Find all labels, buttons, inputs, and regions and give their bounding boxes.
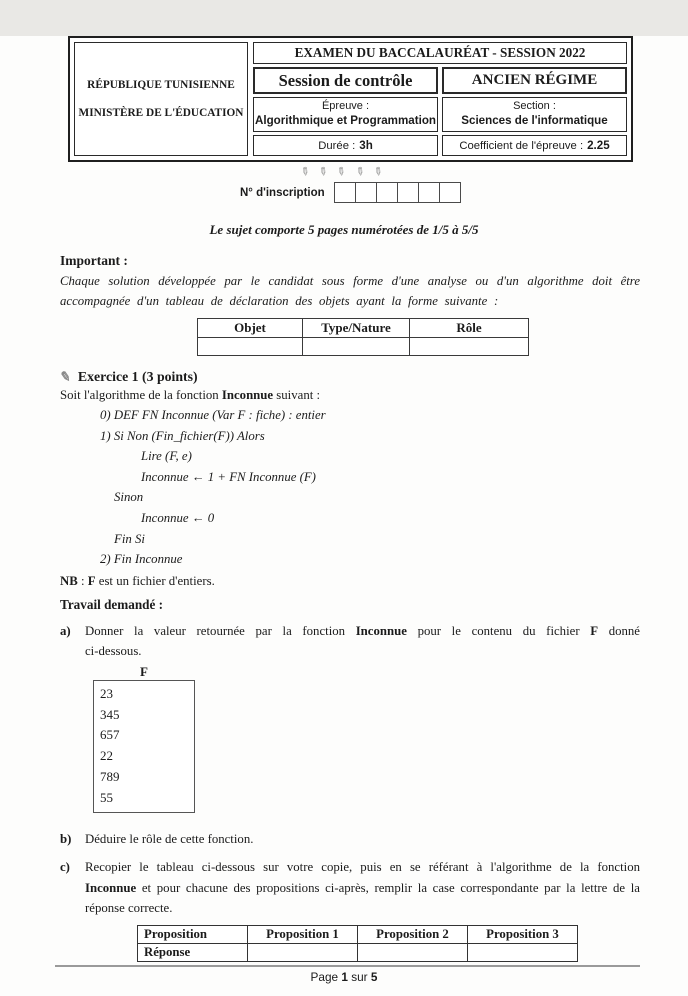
footer-total-pages: 5 (370, 969, 378, 984)
coeff-label: Coefficient de l'épreuve : (459, 139, 584, 152)
inscription-box (418, 182, 440, 203)
algorithm-line: Sinon (114, 490, 144, 505)
exercise1-intro (60, 388, 640, 403)
file-value: 22 (100, 748, 113, 764)
section-label: Section : (513, 100, 556, 113)
file-f (93, 664, 195, 813)
reponse-empty-cell (358, 943, 468, 961)
exam-header-table (68, 36, 633, 162)
question-a-label: a) (60, 623, 71, 638)
prop-header-3: Proposition 3 (468, 925, 578, 943)
reponse-empty-cell (468, 943, 578, 961)
file-value: 657 (100, 727, 120, 743)
question-a-body (85, 621, 640, 662)
important-line1: Chaque solution développée par le candidat sous forme d'une analyse ou d'un algorithme doit être (60, 274, 640, 288)
section-value: Sciences de l'informatique (461, 114, 608, 128)
epreuve-label: Épreuve : (321, 100, 370, 113)
intro-suffix: suivant : (273, 388, 321, 402)
file-value: 55 (100, 789, 113, 805)
a-text1: Donner la valeur retournée par la fonction (85, 623, 356, 638)
page-body (0, 253, 688, 962)
duree-coeff-row (253, 135, 627, 156)
file-value: 345 (100, 706, 120, 722)
pencil-stamp-icon: ✎ (351, 164, 367, 180)
epreuve-section-row (253, 97, 627, 132)
pencil-icon: ✎ (58, 368, 73, 385)
question-c-line1: Recopier le tableau ci-dessous sur votre copie, puis en se référant à l'algorithme de la fonction (85, 860, 640, 875)
question-a-line1 (85, 621, 640, 642)
declaration-empty-cell (198, 338, 303, 356)
republic-line: RÉPUBLIQUE TUNISIENNE (87, 79, 235, 91)
exercise1-title: Exercice 1 (3 points) (77, 369, 198, 384)
algorithm-line: 0) DEF FN Inconnue (Var F : fiche) : entier (100, 408, 326, 422)
coeff-value: 2.25 (587, 139, 610, 152)
file-f-label: F (140, 663, 148, 679)
exam-page (0, 36, 688, 996)
proposition-answer-row (138, 943, 578, 961)
stamp-row (297, 164, 688, 180)
epreuve-cell (253, 97, 438, 132)
algorithm-line: Fin Si (114, 531, 145, 546)
regime-cell: ANCIEN RÉGIME (442, 67, 627, 94)
pencil-stamp-icon: ✎ (370, 164, 385, 180)
inscription-label: N° d'inscription (240, 186, 325, 199)
inscription-box (376, 182, 398, 203)
footer-rule (55, 965, 640, 967)
a-text2: pour le contenu du fichier (406, 623, 591, 638)
a-bold-inconnue: Inconnue (355, 623, 407, 638)
duree-value: 3h (359, 139, 373, 152)
exam-info-cells (253, 42, 627, 156)
pencil-stamp-icon: ✎ (297, 164, 312, 180)
duree-cell (253, 135, 438, 156)
inscription-box (439, 182, 461, 203)
proposition-table (137, 925, 578, 962)
inscription-row (240, 182, 688, 203)
question-c-body (85, 857, 640, 919)
epreuve-value: Algorithmique et Programmation (254, 114, 436, 128)
reponse-label: Réponse (138, 943, 248, 961)
exam-title: EXAMEN DU BACCALAURÉAT - SESSION 2022 (253, 42, 627, 64)
subject-note: Le sujet comporte 5 pages numérotées de 1/5 à 5/5 (209, 222, 479, 237)
nb-bold: NB (60, 573, 78, 588)
declaration-header-role: Rôle (410, 319, 529, 338)
a-text3: donné (598, 623, 640, 638)
question-b-label: b) (60, 831, 72, 846)
important-paragraph (60, 272, 640, 311)
inscription-boxes (336, 182, 461, 203)
algorithm-block (100, 405, 640, 570)
declaration-header-row (198, 319, 529, 338)
algorithm-line: Inconnue ← 1 + FN Inconnue (F) (141, 469, 316, 484)
question-a-line2: ci-dessous. (85, 644, 142, 659)
algorithm-line: Inconnue ← 0 (141, 510, 215, 525)
file-value: 789 (100, 768, 120, 784)
declaration-header-objet: Objet (198, 319, 303, 338)
important-title: Important : (60, 253, 128, 268)
question-c-line2 (85, 878, 640, 899)
page-footer (0, 970, 688, 984)
duree-label: Durée : (318, 139, 356, 152)
a-bold-f: F (590, 623, 599, 638)
section-cell (442, 97, 627, 132)
file-value: 23 (100, 685, 113, 701)
footer-page-number: 1 (341, 969, 348, 984)
inscription-box (355, 182, 377, 203)
declaration-empty-cell (303, 338, 410, 356)
declaration-empty-row (198, 338, 529, 356)
session-cell: Session de contrôle (253, 67, 438, 94)
declaration-header-type: Type/Nature (303, 319, 410, 338)
intro-text: Soit l'algorithme de la fonction (60, 388, 222, 402)
important-line2: accompagnée d'un tableau de déclaration des objets ayant la forme suivante : (60, 293, 499, 308)
question-b-text: Déduire le rôle de cette fonction. (85, 831, 254, 846)
question-a (60, 621, 640, 662)
republic-ministry-cell (74, 42, 248, 156)
nb-rest: est un fichier d'entiers. (95, 573, 215, 588)
declaration-empty-cell (410, 338, 529, 356)
algorithm-line: 1) Si Non (Fin_fichier(F)) Alors (100, 428, 265, 443)
question-c (60, 857, 640, 919)
nb-note (60, 574, 640, 589)
prop-header-2: Proposition 2 (358, 925, 468, 943)
proposition-header-row (138, 925, 578, 943)
algorithm-line: 2) Fin Inconnue (100, 552, 183, 567)
ministry-line: MINISTÈRE DE L'ÉDUCATION (78, 107, 244, 119)
reponse-empty-cell (248, 943, 358, 961)
c-bold-inconnue: Inconnue (85, 880, 137, 895)
session-regime-row (253, 67, 627, 94)
question-b (60, 829, 640, 850)
intro-bold: Inconnue (221, 388, 274, 402)
nb-f-bold: F (87, 573, 96, 588)
nb-sep: : (77, 573, 88, 588)
inscription-box (397, 182, 419, 203)
file-f-box (93, 680, 195, 813)
pencil-stamp-icon: ✎ (333, 164, 349, 180)
algorithm-line: Lire (F, e) (141, 449, 192, 464)
pencil-stamp-icon: ✎ (315, 164, 331, 180)
declaration-table (197, 318, 529, 356)
question-c-line3: réponse correcte. (85, 901, 173, 916)
exercise1-title-row (60, 369, 640, 385)
c-text2: et pour chacune des propositions ci-après, remplir la case correspondante par la lettre de la (136, 880, 640, 895)
prop-header-0: Proposition (138, 925, 248, 943)
footer-sur-word: sur (351, 969, 368, 984)
coeff-cell (442, 135, 627, 156)
inscription-box (334, 182, 356, 203)
prop-header-1: Proposition 1 (248, 925, 358, 943)
footer-page-word: Page (310, 969, 339, 984)
question-c-label: c) (60, 860, 70, 875)
travail-title: Travail demandé : (60, 596, 164, 612)
